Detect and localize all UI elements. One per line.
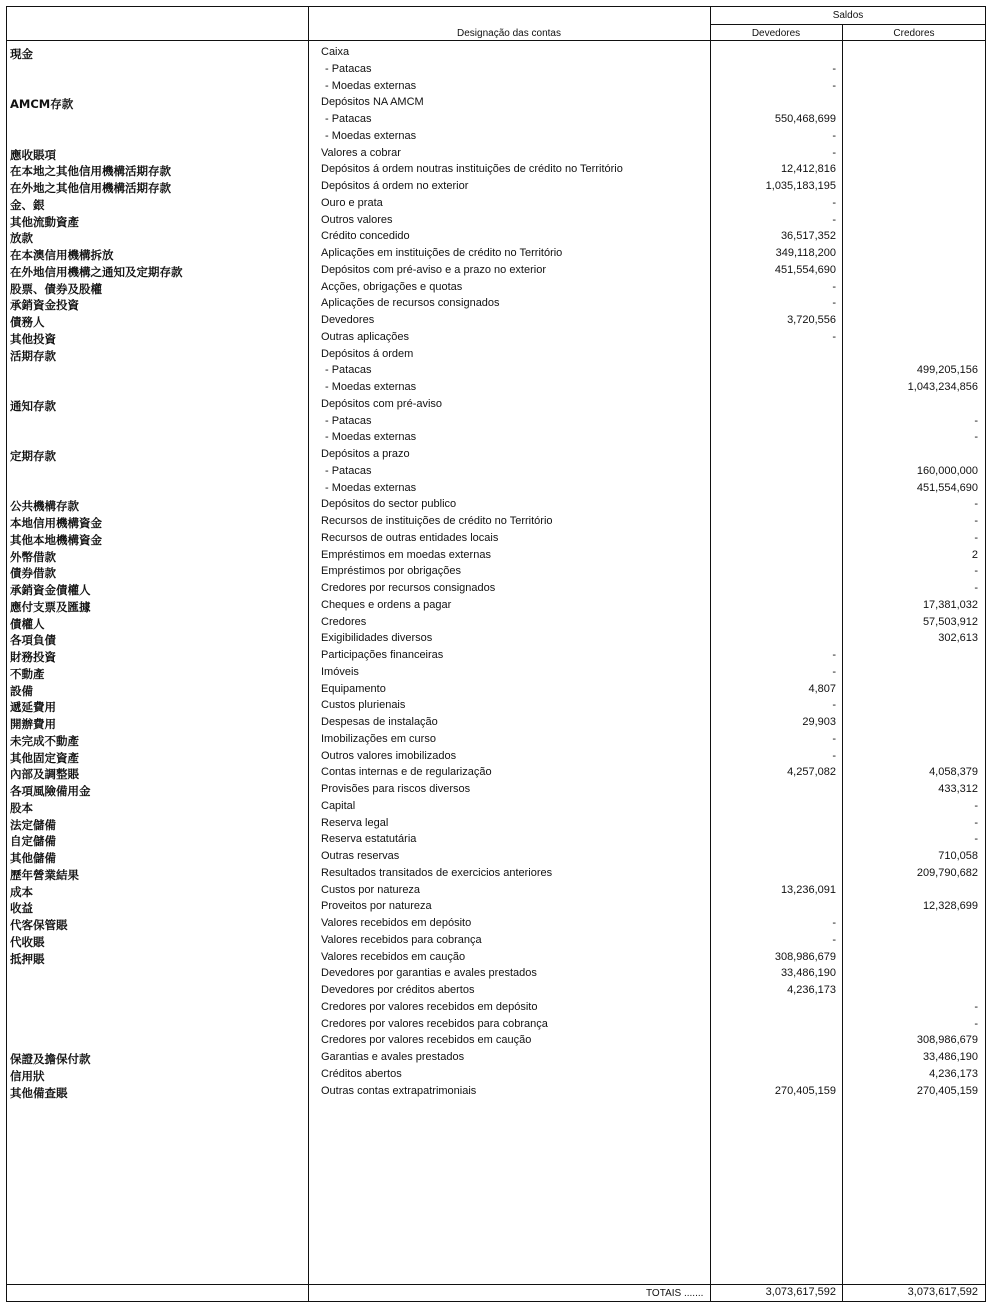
credores-value: - [974, 582, 978, 594]
account-name-pt: Contas internas e de regularização [321, 766, 492, 779]
account-name-pt: Devedores por créditos abertos [321, 984, 475, 996]
credores-value: - [974, 431, 978, 444]
devedores-value: 1,035,183,195 [765, 180, 836, 192]
credores-value: 451,554,690 [916, 481, 978, 494]
account-name-pt: Créditos abertos [321, 1067, 402, 1080]
account-name-zh: 股本 [10, 800, 33, 815]
account-name-pt: Resultados transitados de exercicios anteriores [321, 866, 553, 879]
account-name-zh: 債務人 [10, 315, 45, 329]
account-name-pt: Ouro e prata [321, 196, 383, 209]
credores-value: - [974, 833, 978, 846]
account-name-pt: Reserva estatutária [321, 833, 417, 846]
devedores-value: - [832, 62, 836, 75]
account-name-pt: Aplicações em instituições de crédito no Território [321, 247, 563, 259]
account-name-zh: 保證及擔保付款 [10, 1052, 91, 1066]
account-name-pt: - Patacas [325, 364, 372, 377]
border-right [985, 6, 986, 1302]
account-name-zh: 歷年營業結果 [10, 867, 79, 882]
account-name-zh: 財務投資 [10, 650, 56, 664]
devedores-value: - [832, 146, 836, 159]
account-name-pt: Proveitos por natureza [321, 900, 432, 913]
devedores-value: - [832, 933, 836, 946]
account-name-zh: 各項風險備用金 [10, 784, 91, 798]
account-name-pt: - Moedas externas [325, 129, 417, 142]
account-name-pt: Outras aplicações [321, 330, 410, 343]
account-name-pt: Depósitos á ordem noutras instituições de crédito no Território [321, 163, 623, 176]
credores-value: - [974, 498, 978, 511]
account-name-pt: - Moedas externas [325, 381, 417, 393]
account-name-zh: 在本澳信用機構拆放 [10, 248, 114, 262]
devedores-value: - [832, 330, 836, 343]
account-name-pt: Custos plurienais [321, 699, 406, 712]
account-name-pt: Depósitos á ordem [321, 347, 414, 360]
account-name-zh: 代客保管賬 [10, 918, 68, 932]
account-name-zh: 其他本地機構資金 [10, 532, 102, 547]
devedores-value: 550,468,699 [774, 113, 836, 125]
devedores-value: 270,405,159 [774, 1084, 836, 1097]
account-name-pt: Capital [321, 799, 356, 812]
account-name-pt: - Patacas [325, 62, 372, 75]
credores-value: 270,405,159 [916, 1084, 978, 1097]
account-name-zh: 放款 [10, 231, 33, 246]
devedores-value: - [832, 917, 836, 929]
devedores-value: - [832, 699, 836, 712]
devedores-value: 13,236,091 [780, 883, 836, 896]
account-name-zh: 不動產 [10, 666, 45, 681]
account-name-pt: Outras reservas [321, 850, 400, 862]
account-name-pt: Caixa [321, 46, 350, 58]
account-name-zh: 應付支票及匯據 [10, 599, 91, 614]
account-name-pt: Despesas de instalação [321, 716, 438, 728]
credores-value: - [974, 816, 978, 829]
account-name-pt: Depósitos com pré-aviso [321, 397, 443, 410]
col-divider-3 [842, 24, 843, 1302]
account-name-pt: Participações financeiras [321, 649, 444, 661]
account-name-pt: Credores por recursos consignados [321, 582, 496, 594]
account-name-pt: - Moedas externas [325, 431, 417, 444]
header-designacao: Designação das contas [457, 28, 561, 39]
credores-value: - [974, 1000, 978, 1013]
account-name-zh: 活期存款 [10, 348, 56, 363]
account-name-pt: Provisões para riscos diversos [321, 783, 471, 795]
account-name-pt: Valores a cobrar [321, 146, 401, 159]
account-name-pt: Outros valores imobilizados [321, 749, 457, 762]
account-name-zh: 法定儲備 [10, 817, 56, 832]
credores-value: 2 [971, 548, 978, 561]
border-bottom [6, 1301, 986, 1302]
account-name-pt: Credores por valores recebidos em caução [321, 1034, 532, 1047]
credores-value: 160,000,000 [916, 464, 978, 477]
account-name-pt: - Patacas [325, 414, 372, 427]
account-name-zh: 內部及調整賬 [10, 767, 79, 782]
account-name-pt: Imóveis [321, 665, 359, 678]
account-name-pt: Exigibilidades diversos [321, 632, 433, 645]
account-name-zh: 其他儲備 [10, 851, 56, 865]
devedores-value: - [832, 129, 836, 142]
account-name-zh: 債權人 [10, 616, 45, 631]
devedores-value: 349,118,200 [775, 247, 836, 259]
credores-value: - [974, 799, 978, 812]
account-name-pt: Aplicações de recursos consignados [321, 297, 500, 310]
account-name-zh: 成本 [10, 884, 33, 899]
account-name-pt: Outras contas extrapatrimoniais [321, 1084, 477, 1097]
account-name-zh: AMCM存款 [10, 97, 74, 112]
col-divider-2 [710, 6, 711, 1302]
devedores-value: 4,257,082 [787, 766, 836, 779]
credores-value: 209,790,682 [916, 866, 978, 879]
border-top [6, 6, 986, 7]
account-name-pt: Acções, obrigações e quotas [321, 280, 463, 293]
account-name-zh: 在外地之其他信用機構活期存款 [10, 181, 171, 195]
account-name-pt: Valores recebidos em caução [321, 950, 466, 963]
totals-top-line [6, 1284, 986, 1285]
totals-label: TOTAIS ....... [646, 1288, 704, 1299]
account-name-pt: Depósitos a prazo [321, 448, 410, 460]
devedores-value: - [832, 732, 836, 745]
account-name-zh: 其他流動資產 [10, 214, 79, 229]
account-name-pt: Valores recebidos em depósito [321, 917, 472, 929]
account-name-zh: 現金 [10, 47, 33, 61]
credores-value: - [974, 1017, 978, 1030]
account-name-pt: Valores recebidos para cobrança [321, 933, 482, 946]
header-saldos: Saldos [832, 10, 864, 21]
account-name-pt: Devedores por garantias e avales prestados [321, 967, 537, 980]
account-name-zh: 各項負債 [10, 633, 56, 648]
credores-value: 33,486,190 [922, 1051, 978, 1063]
account-name-pt: Recursos de outras entidades locais [321, 531, 499, 544]
header-bottom-line [6, 40, 986, 41]
account-name-pt: Empréstimos em moedas externas [321, 548, 491, 561]
balance-sheet [6, 6, 986, 1302]
account-name-zh: 開辦費用 [10, 717, 56, 731]
account-name-zh: 其他固定資產 [10, 750, 79, 765]
account-name-pt: - Patacas [325, 464, 372, 477]
account-name-pt: Credores [321, 615, 367, 628]
devedores-value: - [832, 213, 836, 226]
credores-value: 710,058 [938, 850, 978, 862]
account-name-zh: 定期存款 [10, 449, 56, 463]
account-name-zh: 抵押賬 [10, 951, 45, 966]
account-name-zh: 股票、債券及股權 [10, 281, 102, 296]
devedores-value: 29,903 [802, 716, 836, 728]
account-name-zh: 通知存款 [10, 398, 56, 413]
account-name-pt: Depósitos NA AMCM [321, 96, 424, 109]
credores-value: 4,236,173 [929, 1067, 978, 1080]
credores-value: 12,328,699 [922, 900, 978, 913]
account-name-pt: Empréstimos por obrigações [321, 565, 462, 578]
account-name-zh: 金、銀 [10, 197, 45, 212]
account-name-pt: Outros valores [321, 213, 393, 226]
account-name-zh: 代收賬 [10, 934, 45, 949]
account-name-pt: Recursos de instituições de crédito no Território [321, 515, 553, 527]
credores-value: - [974, 565, 978, 578]
account-name-pt: Reserva legal [321, 816, 389, 829]
credores-value: 499,205,156 [916, 364, 978, 377]
devedores-value: - [832, 280, 836, 293]
header-credores: Credores [893, 28, 935, 39]
account-name-zh: 公共機構存款 [10, 499, 79, 514]
devedores-value: 33,486,190 [780, 967, 836, 980]
account-name-zh: 債券借款 [10, 566, 56, 581]
devedores-value: 36,517,352 [780, 230, 836, 243]
devedores-value: 12,412,816 [780, 163, 836, 176]
account-name-zh: 自定儲備 [10, 834, 56, 849]
header-devedores: Devedores [751, 28, 801, 39]
account-name-pt: - Moedas externas [325, 481, 417, 494]
account-name-pt: Custos por natureza [321, 883, 421, 896]
account-name-pt: Depósitos á ordem no exterior [321, 180, 469, 192]
devedores-value: 4,807 [808, 682, 836, 695]
col-divider-1 [308, 6, 309, 1302]
totals-devedores: 3,073,617,592 [765, 1286, 836, 1298]
devedores-value: 308,986,679 [774, 950, 836, 963]
account-name-zh: 在外地信用機構之通知及定期存款 [10, 264, 183, 279]
credores-value: 433,312 [938, 783, 978, 795]
totals-credores: 3,073,617,592 [907, 1286, 978, 1298]
account-name-pt: Crédito concedido [321, 230, 410, 243]
credores-value: - [974, 414, 978, 427]
account-name-zh: 其他備查賬 [10, 1085, 68, 1100]
account-name-pt: Cheques e ordens a pagar [321, 598, 452, 611]
account-name-zh: 承銷資金投資 [10, 298, 79, 313]
devedores-value: 451,554,690 [774, 263, 836, 276]
account-name-zh: 信用狀 [10, 1068, 45, 1083]
account-name-zh: 其他投資 [10, 331, 56, 346]
account-name-pt: - Moedas externas [325, 79, 417, 92]
devedores-value: - [832, 79, 836, 92]
account-name-pt: Equipamento [321, 682, 386, 695]
credores-value: 1,043,234,856 [907, 381, 978, 393]
credores-value: 308,986,679 [916, 1034, 978, 1047]
account-name-pt: Credores por valores recebidos em depósito [321, 1000, 538, 1013]
account-name-pt: Depósitos com pré-aviso e a prazo no exterior [321, 263, 546, 276]
credores-value: 302,613 [938, 632, 978, 645]
account-name-zh: 未完成不動產 [10, 733, 79, 748]
account-name-pt: Depósitos do sector publico [321, 498, 457, 511]
devedores-value: 3,720,556 [787, 314, 836, 326]
account-name-zh: 應收賬項 [10, 147, 56, 162]
devedores-value: - [832, 649, 836, 661]
account-name-zh: 遞延費用 [10, 700, 56, 715]
account-name-zh: 收益 [10, 901, 33, 916]
devedores-value: - [832, 196, 836, 209]
account-name-pt: Garantias e avales prestados [321, 1051, 465, 1063]
credores-value: - [974, 531, 978, 544]
account-name-pt: Devedores [321, 314, 375, 326]
account-name-pt: - Patacas [325, 113, 372, 125]
credores-value: 17,381,032 [922, 598, 978, 611]
devedores-value: 4,236,173 [787, 984, 836, 996]
account-name-zh: 外幣借款 [10, 549, 56, 564]
account-name-zh: 設備 [10, 683, 33, 698]
account-name-zh: 在本地之其他信用機構活期存款 [10, 164, 171, 179]
credores-value: 4,058,379 [929, 766, 978, 779]
devedores-value: - [832, 749, 836, 762]
header-divider [710, 24, 986, 25]
account-name-zh: 承銷資金債權人 [10, 583, 91, 597]
account-name-pt: Credores por valores recebidos para cobrança [321, 1017, 548, 1030]
credores-value: - [974, 515, 978, 527]
devedores-value: - [832, 665, 836, 678]
devedores-value: - [832, 297, 836, 310]
credores-value: 57,503,912 [922, 615, 978, 628]
account-name-zh: 本地信用機構資金 [10, 516, 102, 530]
account-name-pt: Imobilizações em curso [321, 732, 436, 745]
border-left [6, 6, 7, 1302]
